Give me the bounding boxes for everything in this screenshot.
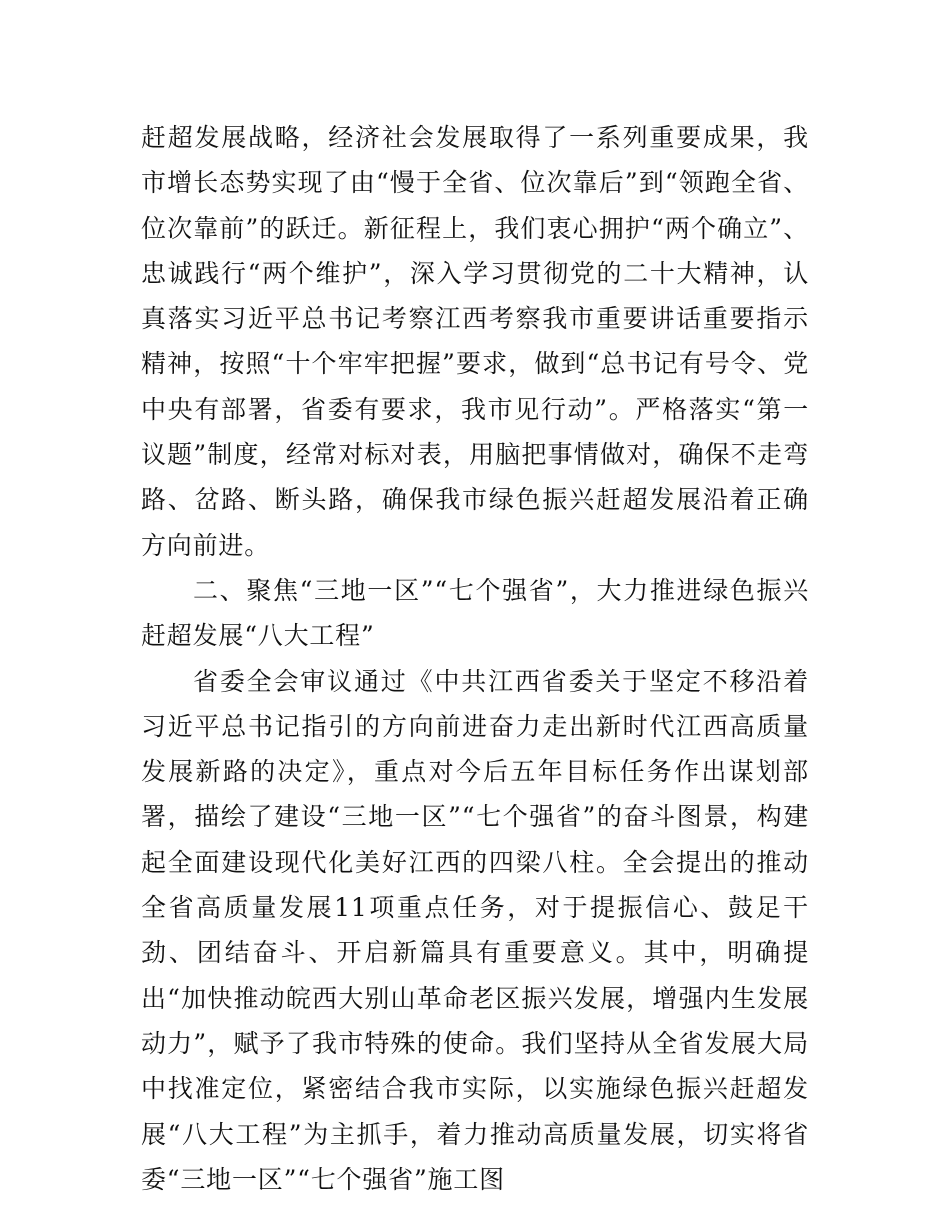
paragraph-body: 省委全会审议通过《中共江西省委关于坚定不移沿着习近平总书记指引的方向前进奋力走出新时代江西高质量发展新路的决定》，重点对今后五年目标任务作出谋划部署，描绘了建设“三地一区”“七个强省”的奋斗图景，构建起全面建设现代化美好江西的四梁八柱。全会提出的推动全省高质量发展11项重点任务，对于提振信心、鼓足干劲、团结奋斗、开启新篇具有重要意义。其中，明确提出“加快推动皖西大别山革命老区振兴发展，增强内生发展动力”，赋予了我市特殊的使命。我们坚持从全省发展大局中找准定位，紧密结合我市实际，以实施绿色振兴赶超发展“八大工程”为主抓手，着力推动高质量发展，切实将省委“三地一区”“七个强省”施工图 (141, 666, 809, 1194)
section-heading: 二、聚焦“三地一区”“七个强省”，大力推进绿色振兴赶超发展“八大工程” (141, 575, 809, 651)
paragraph-continuation: 赶超发展战略，经济社会发展取得了一系列重要成果，我市增长态势实现了由“慢于全省、位次靠后”到“领跑全省、位次靠前”的跃迁。新征程上，我们衷心拥护“两个确立”、忠诚践行“两个维护”，深入学习贯彻党的二十大精神，认真落实习近平总书记考察江西考察我市重要讲话重要指示精神，按照“十个牢牢把握”要求，做到“总书记有号令、党中央有部署，省委有要求，我市见行动”。严格落实“第一议题”制度，经常对标对表，用脑把事情做对，确保不走弯路、岔路、断头路，确保我市绿色振兴赶超发展沿着正确方向前进。 (141, 123, 809, 560)
document-body (141, 115, 809, 1202)
